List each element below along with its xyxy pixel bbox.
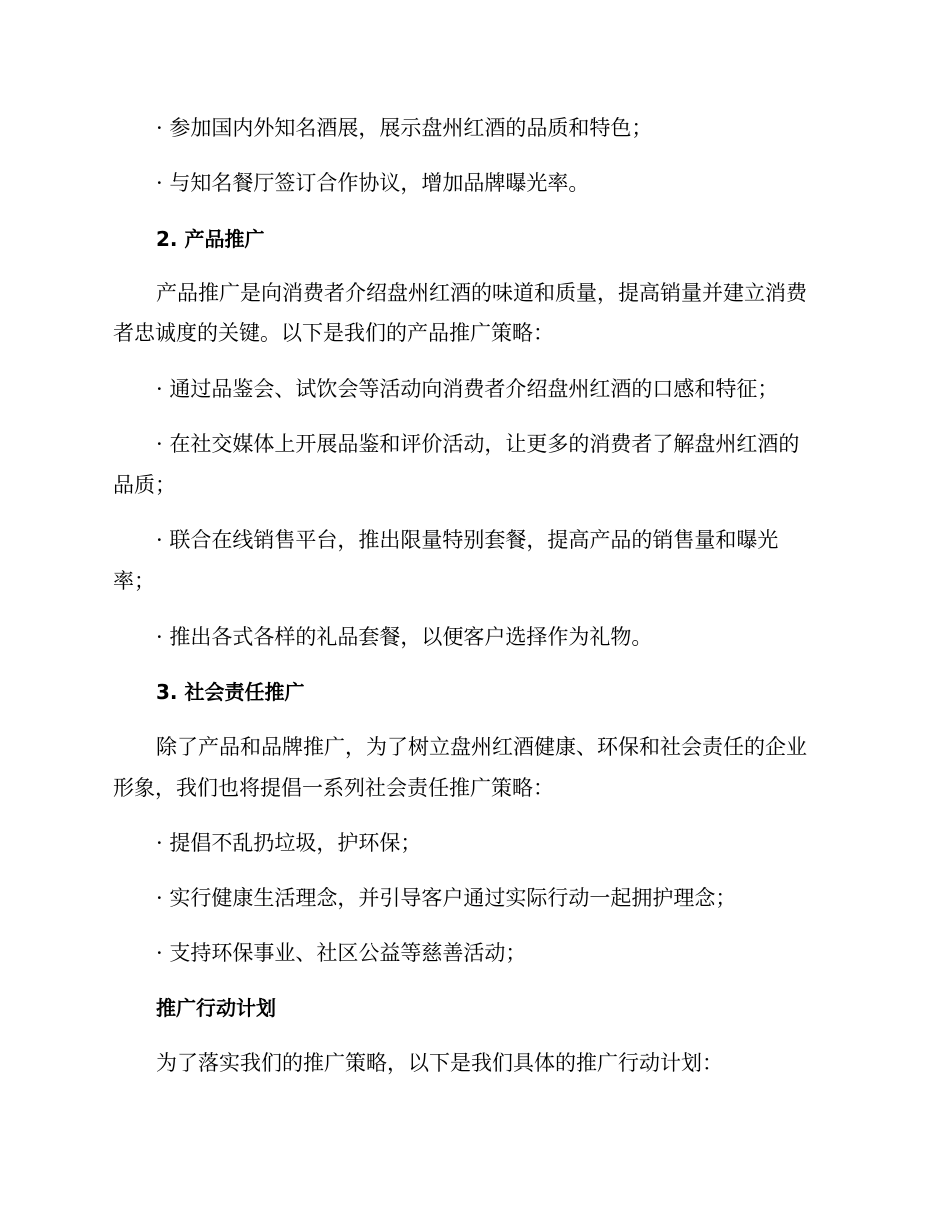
bullet-item: · 在社交媒体上开展品鉴和评价活动，让更多的消费者了解盘州红酒的 <box>156 432 800 456</box>
bullet-item-continued: 品质； <box>113 473 176 497</box>
section-heading: 2. 产品推广 <box>156 227 265 251</box>
section-heading: 3. 社会责任推广 <box>156 680 305 704</box>
paragraph-line: 者忠诚度的关键。以下是我们的产品推广策略： <box>113 321 554 345</box>
bullet-item: · 与知名餐厅签订合作协议，增加品牌曝光率。 <box>156 171 590 195</box>
paragraph-line: 产品推广是向消费者介绍盘州红酒的味道和质量，提高销量并建立消费 <box>156 281 807 305</box>
bullet-item: · 推出各式各样的礼品套餐，以便客户选择作为礼物。 <box>156 625 653 649</box>
bullet-item: · 支持环保事业、社区公益等慈善活动； <box>156 941 527 965</box>
bullet-item: · 提倡不乱扔垃圾，护环保； <box>156 831 422 855</box>
bullet-item-continued: 率； <box>113 569 155 593</box>
paragraph-line: 为了落实我们的推广策略，以下是我们具体的推广行动计划： <box>156 1051 723 1075</box>
bullet-item: · 通过品鉴会、试饮会等活动向消费者介绍盘州红酒的口感和特征； <box>156 377 779 401</box>
paragraph-line: 除了产品和品牌推广，为了树立盘州红酒健康、环保和社会责任的企业 <box>156 735 807 759</box>
paragraph-line: 形象，我们也将提倡一系列社会责任推广策略： <box>113 776 554 800</box>
section-heading: 推广行动计划 <box>156 996 276 1020</box>
bullet-item: · 实行健康生活理念，并引导客户通过实际行动一起拥护理念； <box>156 886 737 910</box>
bullet-item: · 参加国内外知名酒展，展示盘州红酒的品质和特色； <box>156 116 653 140</box>
bullet-item: · 联合在线销售平台，推出限量特别套餐，提高产品的销售量和曝光 <box>156 528 779 552</box>
